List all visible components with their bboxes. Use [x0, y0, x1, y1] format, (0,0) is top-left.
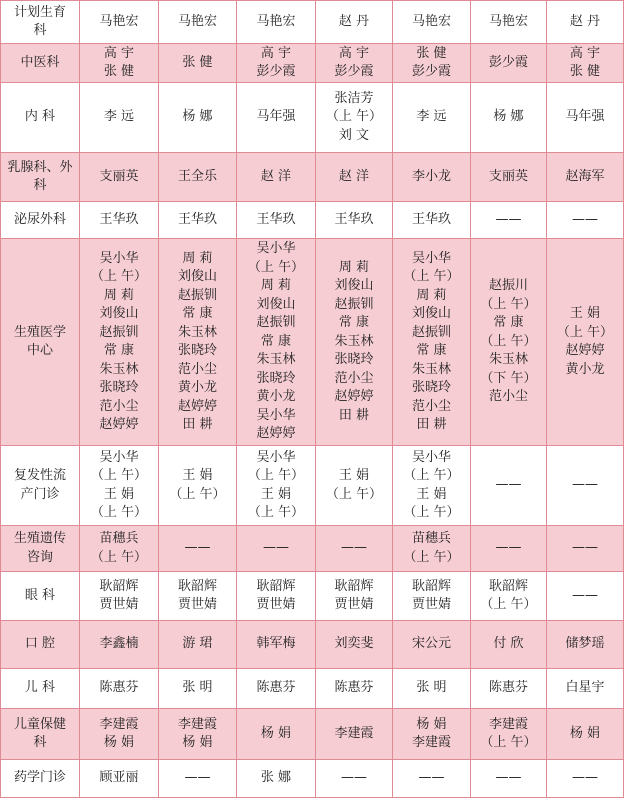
doctor-cell: 李建霞: [316, 709, 393, 760]
table-row: [1, 669, 624, 709]
doctor-cell: 马艳宏: [393, 1, 471, 44]
doctor-cell: 王华玖: [80, 202, 159, 239]
doctor-cell: 赵海军: [547, 153, 624, 202]
doctor-cell: 陈惠芬: [471, 669, 547, 709]
table-row: [1, 44, 624, 83]
doctor-cell: 支丽英: [471, 153, 547, 202]
doctor-cell: 赵 洋: [237, 153, 316, 202]
doctor-cell: 高 宇 张 健: [547, 44, 624, 83]
doctor-cell: 吴小华 （上 午） 周 莉 刘俊山 赵振钏 常 康 朱玉林 张晓玲 范小尘 赵婷婷: [80, 239, 159, 446]
doctor-cell: 吴小华 （上 午） 周 莉 刘俊山 赵振钏 常 康 朱玉林 张晓玲 黄小龙 吴小华 赵婷婷: [237, 239, 316, 446]
department-cell: 药学门诊: [1, 760, 80, 798]
doctor-cell: 杨 娟: [547, 709, 624, 760]
doctor-cell: 吴小华 （上 午） 王 娟 （上 午）: [237, 446, 316, 526]
doctor-cell: ——: [471, 760, 547, 798]
doctor-cell: ——: [159, 760, 237, 798]
doctor-cell: 赵 丹: [547, 1, 624, 44]
table-row: [1, 709, 624, 760]
table-row: [1, 202, 624, 239]
doctor-cell: 吴小华 （上 午） 王 娟 （上 午）: [80, 446, 159, 526]
doctor-cell: ——: [547, 202, 624, 239]
doctor-cell: 赵振川 （上 午） 常 康 （上 午） 朱玉林 （下 午） 范小尘: [471, 239, 547, 446]
department-cell: 中医科: [1, 44, 80, 83]
doctor-cell: 苗穗兵 （上 午）: [80, 526, 159, 572]
doctor-cell: 张洁芳 （上 午） 刘 文: [316, 83, 393, 153]
doctor-cell: 杨 娟: [237, 709, 316, 760]
table-row: [1, 1, 624, 44]
doctor-cell: 高 宇 张 健: [80, 44, 159, 83]
doctor-cell: 马艳宏: [237, 1, 316, 44]
doctor-cell: 赵 洋: [316, 153, 393, 202]
doctor-cell: 杨 娜: [471, 83, 547, 153]
doctor-cell: 杨 娜: [159, 83, 237, 153]
doctor-cell: 李鑫楠: [80, 621, 159, 669]
department-cell: 儿童保健 科: [1, 709, 80, 760]
doctor-cell: ——: [547, 572, 624, 621]
doctor-cell: ——: [316, 760, 393, 798]
doctor-cell: 张 健: [159, 44, 237, 83]
doctor-cell: 王 娟 （上 午）: [316, 446, 393, 526]
department-cell: 计划生育 科: [1, 1, 80, 44]
doctor-cell: 陈惠芬: [237, 669, 316, 709]
doctor-cell: 马年强: [237, 83, 316, 153]
doctor-cell: 耿韶辉 贾世婧: [159, 572, 237, 621]
doctor-cell: 李建霞 杨 娟: [159, 709, 237, 760]
doctor-cell: 王全乐: [159, 153, 237, 202]
doctor-cell: 耿韶辉 贾世婧: [316, 572, 393, 621]
doctor-cell: ——: [547, 760, 624, 798]
department-cell: 内 科: [1, 83, 80, 153]
doctor-cell: 王华玖: [237, 202, 316, 239]
table-row: [1, 153, 624, 202]
table-row: [1, 239, 624, 446]
doctor-cell: 李 远: [393, 83, 471, 153]
doctor-cell: 支丽英: [80, 153, 159, 202]
doctor-cell: 王华玖: [159, 202, 237, 239]
doctor-cell: 游 珺: [159, 621, 237, 669]
doctor-cell: 李建霞 杨 娟: [80, 709, 159, 760]
department-cell: 生殖遗传 咨询: [1, 526, 80, 572]
doctor-cell: 陈惠芬: [80, 669, 159, 709]
doctor-cell: 储梦瑶: [547, 621, 624, 669]
doctor-cell: 白星宇: [547, 669, 624, 709]
doctor-cell: 耿韶辉 贾世婧: [80, 572, 159, 621]
table-row: [1, 621, 624, 669]
table-row: [1, 526, 624, 572]
doctor-cell: 张 明: [159, 669, 237, 709]
doctor-cell: 李 远: [80, 83, 159, 153]
doctor-cell: 耿韶辉 贾世婧: [393, 572, 471, 621]
table-row: [1, 572, 624, 621]
doctor-cell: 马艳宏: [159, 1, 237, 44]
doctor-cell: ——: [547, 526, 624, 572]
table-row: [1, 760, 624, 798]
doctor-cell: ——: [471, 526, 547, 572]
doctor-cell: 宋公元: [393, 621, 471, 669]
doctor-cell: 顾亚丽: [80, 760, 159, 798]
doctor-cell: 马艳宏: [471, 1, 547, 44]
doctor-cell: 张 娜: [237, 760, 316, 798]
doctor-cell: ——: [237, 526, 316, 572]
department-cell: 生殖医学 中心: [1, 239, 80, 446]
department-cell: 乳腺科、外 科: [1, 153, 80, 202]
table-row: [1, 446, 624, 526]
department-cell: 泌尿外科: [1, 202, 80, 239]
department-cell: 口 腔: [1, 621, 80, 669]
doctor-cell: 刘奕斐: [316, 621, 393, 669]
doctor-cell: 王 娟 （上 午） 赵婷婷 黄小龙: [547, 239, 624, 446]
doctor-cell: 赵 丹: [316, 1, 393, 44]
doctor-cell: 周 莉 刘俊山 赵振钏 常 康 朱玉林 张晓玲 范小尘 赵婷婷 田 耕: [316, 239, 393, 446]
doctor-cell: 王华玖: [393, 202, 471, 239]
doctor-cell: 高 宇 彭少霞: [237, 44, 316, 83]
department-cell: 复发性流 产门诊: [1, 446, 80, 526]
department-cell: 眼 科: [1, 572, 80, 621]
doctor-cell: 王 娟 （上 午）: [159, 446, 237, 526]
doctor-cell: ——: [547, 446, 624, 526]
doctor-cell: 耿韶辉 （上 午）: [471, 572, 547, 621]
doctor-cell: ——: [471, 446, 547, 526]
doctor-cell: 韩军梅: [237, 621, 316, 669]
doctor-cell: 马年强: [547, 83, 624, 153]
doctor-cell: 耿韶辉 贾世婧: [237, 572, 316, 621]
table-row: [1, 83, 624, 153]
department-cell: 儿 科: [1, 669, 80, 709]
doctor-cell: ——: [471, 202, 547, 239]
doctor-cell: 杨 娟 李建霞: [393, 709, 471, 760]
doctor-cell: 苗穗兵 （上 午）: [393, 526, 471, 572]
doctor-cell: 王华玖: [316, 202, 393, 239]
doctor-cell: 彭少霞: [471, 44, 547, 83]
doctor-cell: 张 明: [393, 669, 471, 709]
doctor-cell: 李小龙: [393, 153, 471, 202]
doctor-cell: ——: [159, 526, 237, 572]
doctor-cell: 付 欣: [471, 621, 547, 669]
doctor-cell: 吴小华 （上 午） 王 娟 （上 午）: [393, 446, 471, 526]
doctor-cell: 周 莉 刘俊山 赵振钏 常 康 朱玉林 张晓玲 范小尘 黄小龙 赵婷婷 田 耕: [159, 239, 237, 446]
doctor-cell: 高 宇 彭少霞: [316, 44, 393, 83]
doctor-cell: 陈惠芬: [316, 669, 393, 709]
doctor-cell: 张 健 彭少霞: [393, 44, 471, 83]
doctor-cell: 吴小华 （上 午） 周 莉 刘俊山 赵振钏 常 康 朱玉林 张晓玲 范小尘 田 耕: [393, 239, 471, 446]
doctor-cell: ——: [316, 526, 393, 572]
doctor-cell: 李建霞 （上 午）: [471, 709, 547, 760]
doctor-cell: 马艳宏: [80, 1, 159, 44]
doctor-cell: ——: [393, 760, 471, 798]
